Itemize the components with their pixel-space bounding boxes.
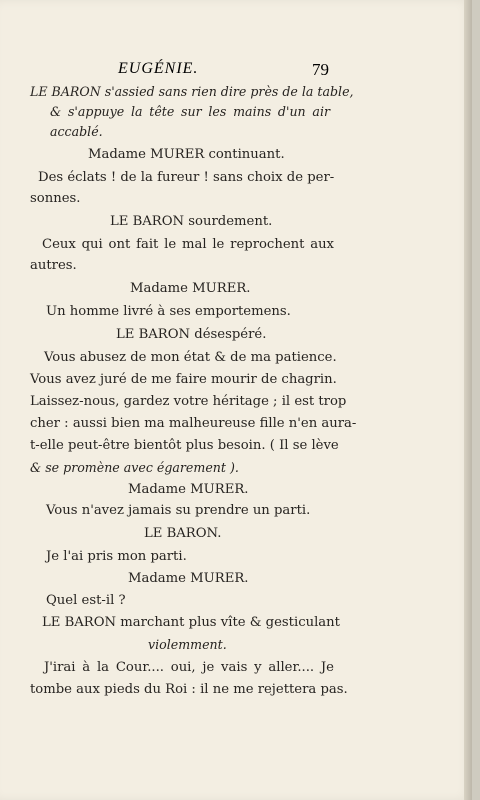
speaker-label: Madame MURER continuant. [88,147,285,162]
speaker-label: Madame MURER. [128,571,249,586]
stage-direction: violemment. [148,637,227,652]
dialogue-line: J'irai à la Cour.... oui, je vais y aller.... Je [44,660,334,675]
dialogue-line: Je l'ai pris mon parti. [46,549,187,564]
dialogue-line: sonnes. [30,191,81,206]
dialogue-line: t-elle peut-être bientôt plus besoin. ( Il se lève [30,438,339,453]
dialogue-line: Un homme livré à ses emportemens. [46,304,291,319]
stage-direction: & se promène avec égarement ). [30,460,239,475]
page-edge [464,0,472,800]
dialogue-line: Des éclats ! de la fureur ! sans choix de per- [38,170,335,185]
dialogue-line: cher : aussi bien ma malheureuse fille n'en aura- [30,416,357,431]
dialogue-line: Vous n'avez jamais su prendre un parti. [46,503,311,518]
speaker-label: LE BARON désespéré. [116,327,267,342]
dialogue-line: autres. [30,258,77,273]
dialogue-line: Vous abusez de mon état & de ma patience. [44,350,337,365]
stage-direction: LE BARON s'assied sans rien dire près de la table, [30,84,354,99]
speaker-label: LE BARON marchant plus vîte & gesticulant [42,615,340,630]
speaker-label: Madame MURER. [130,281,251,296]
speaker-label: Madame MURER. [128,482,249,497]
speaker-label: LE BARON sourdement. [110,214,273,229]
dialogue-line: Laissez-nous, gardez votre héritage ; il est trop [30,394,347,409]
stage-direction: & s'appuye la tête sur les mains d'un air [50,104,330,119]
dialogue-line: tombe aux pieds du Roi : il ne me rejettera pas. [30,682,348,697]
running-head-title: EUGÉNIE. [118,60,199,77]
dialogue-line: Vous avez juré de me faire mourir de chagrin. [30,372,337,387]
stage-direction: accablé. [50,124,103,139]
speaker-label: LE BARON. [144,526,222,541]
page-number: 79 [312,60,329,79]
dialogue-line: Ceux qui ont fait le mal le reprochent aux [42,237,334,252]
dialogue-line: Quel est-il ? [46,593,126,608]
